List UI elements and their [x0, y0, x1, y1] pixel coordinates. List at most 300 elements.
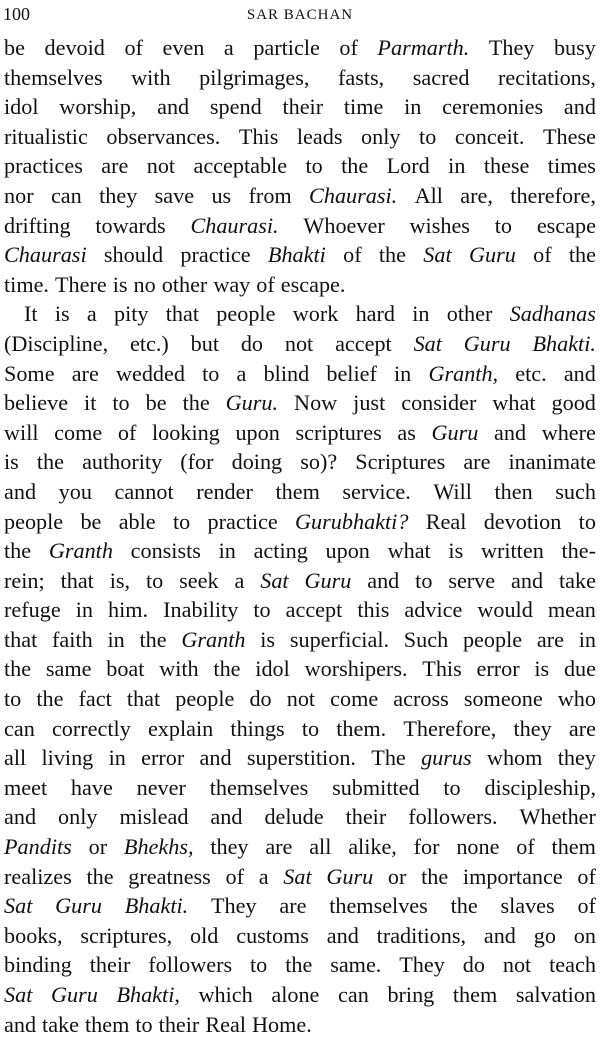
word: serve	[448, 567, 496, 593]
word: busy	[553, 35, 596, 60]
word: their	[282, 94, 324, 120]
word: are	[279, 893, 307, 919]
word: go	[533, 922, 556, 948]
word: mislead	[119, 804, 189, 830]
word: come	[54, 419, 103, 445]
word: it	[84, 390, 97, 416]
word: accept	[285, 597, 343, 623]
word: where	[541, 419, 596, 445]
word: therefore,	[510, 182, 596, 208]
word: to	[202, 360, 220, 386]
word: the	[86, 863, 114, 889]
text-line	[4, 684, 596, 714]
italic-term: Sat	[4, 893, 33, 919]
word: Whether	[519, 804, 596, 830]
word: salvation	[515, 982, 596, 1007]
word: to	[419, 123, 437, 149]
word: in	[75, 597, 93, 623]
word: of	[533, 242, 552, 268]
word: take	[42, 1011, 80, 1037]
word: They	[488, 35, 535, 60]
word: to	[250, 952, 268, 978]
word: alike,	[348, 834, 397, 860]
word: recitations,	[497, 64, 596, 90]
word: what	[387, 538, 431, 564]
word: time.	[4, 271, 49, 297]
word: of	[577, 863, 596, 889]
word: written	[480, 538, 544, 564]
word: They	[399, 952, 445, 978]
word: ceremonies	[442, 94, 544, 120]
italic-term: Pandits	[4, 834, 72, 860]
word: no	[133, 271, 156, 297]
word: never	[136, 774, 186, 800]
word: with	[159, 656, 199, 682]
word: superficial.	[289, 626, 390, 652]
word: to	[253, 597, 271, 623]
word: can	[50, 182, 82, 208]
word: advice	[404, 597, 463, 623]
word: They	[210, 893, 257, 919]
body-text	[4, 33, 596, 1039]
word: worship,	[59, 94, 137, 120]
word: be	[145, 390, 167, 416]
word: consider	[401, 390, 477, 416]
word: from	[248, 182, 292, 208]
text-line	[4, 447, 596, 477]
word: Real	[205, 1011, 246, 1037]
word: This	[238, 123, 279, 149]
italic-term: Sadhanas	[509, 301, 596, 327]
word: nor	[4, 182, 34, 208]
word: work	[292, 301, 339, 327]
word: and	[157, 94, 190, 120]
word: binding	[4, 952, 72, 978]
word: whom	[486, 745, 543, 771]
word: spend	[209, 94, 262, 120]
word: hard	[355, 301, 395, 327]
word: faith	[52, 626, 93, 652]
word: able	[118, 508, 156, 534]
word: This	[422, 656, 462, 682]
text-line	[4, 773, 596, 803]
word: towards	[95, 212, 166, 238]
word: accept	[335, 330, 392, 356]
word: good	[551, 390, 596, 416]
word: practice	[207, 508, 278, 534]
italic-term: Granth	[181, 626, 246, 652]
word: greatness	[128, 863, 211, 889]
word: themselves	[329, 893, 428, 919]
word: pity	[113, 301, 149, 327]
word: is	[260, 626, 276, 652]
word: looking	[152, 419, 220, 445]
word: the	[36, 449, 64, 475]
word: time	[343, 94, 384, 120]
word: Will	[433, 478, 472, 504]
word: only	[58, 804, 98, 830]
word: and	[563, 94, 596, 120]
word: are	[463, 449, 491, 475]
word: are	[536, 626, 564, 652]
text-line	[4, 477, 596, 507]
word: render	[196, 478, 253, 504]
text-line	[4, 211, 596, 241]
word: is	[448, 538, 464, 564]
italic-term: Guru	[326, 863, 374, 889]
paragraph	[4, 299, 596, 1039]
word: themselves	[209, 774, 309, 800]
word: believe	[4, 390, 69, 416]
italic-term: Sat	[260, 567, 289, 593]
word: Real	[425, 508, 467, 534]
word: to	[415, 567, 433, 593]
word: escape	[536, 212, 596, 238]
word: or	[88, 834, 108, 860]
word: be	[4, 35, 25, 60]
italic-term: Guru	[468, 242, 516, 268]
word: All	[414, 182, 443, 208]
word: observances.	[106, 123, 221, 149]
word: these	[483, 153, 530, 179]
word: to	[443, 774, 461, 800]
word: way	[213, 271, 251, 297]
text-line	[4, 151, 596, 181]
paragraph	[4, 33, 596, 299]
italic-term: Parmarth.	[377, 35, 470, 60]
word: someone	[463, 686, 543, 712]
word: us	[211, 182, 232, 208]
word: but	[190, 330, 219, 356]
text-line	[4, 1010, 596, 1039]
word: belief	[326, 360, 377, 386]
word: wishes	[409, 212, 470, 238]
word: Therefore,	[403, 715, 497, 741]
word: they	[210, 834, 249, 860]
word: a	[234, 567, 245, 593]
word: the	[341, 153, 369, 179]
word: Scriptures	[355, 449, 446, 475]
word: customs	[236, 922, 309, 948]
text-line	[4, 832, 596, 862]
word: should	[103, 242, 164, 268]
word: to	[301, 715, 320, 741]
word: Home.	[252, 1011, 312, 1037]
word: would	[477, 597, 533, 623]
word: submitted	[332, 774, 420, 800]
word: to	[578, 508, 596, 534]
word: due	[563, 656, 596, 682]
word: and	[483, 922, 516, 948]
word: acting	[253, 538, 308, 564]
word: service.	[342, 478, 411, 504]
word: the	[4, 538, 32, 564]
word: alone	[271, 982, 320, 1007]
word: not	[502, 952, 532, 978]
word: as	[397, 419, 416, 445]
word: of	[339, 35, 358, 60]
word: fact	[78, 686, 112, 712]
word: and	[367, 567, 400, 593]
word: the	[450, 893, 478, 919]
word: and	[563, 360, 596, 386]
word: practices	[4, 153, 83, 179]
word: and	[494, 419, 527, 445]
word: save	[154, 182, 195, 208]
text-line	[4, 388, 596, 418]
word: the	[182, 390, 210, 416]
word: upon	[235, 419, 280, 445]
word: only	[361, 123, 401, 149]
italic-term: Chaurasi.	[309, 182, 398, 208]
word: do	[249, 686, 272, 712]
word: that	[4, 626, 38, 652]
text-line	[4, 891, 596, 921]
italic-term: Chaurasi.	[190, 212, 279, 238]
word: in	[404, 94, 422, 120]
italic-term: Granth	[48, 538, 113, 564]
word: particle	[253, 35, 320, 60]
word: seek	[179, 567, 219, 593]
word: take	[558, 567, 596, 593]
word: worshipers.	[304, 656, 408, 682]
word: the	[4, 656, 32, 682]
word: them	[275, 478, 320, 504]
word: to	[145, 567, 164, 593]
italic-term: Sat	[413, 330, 442, 356]
word: and	[4, 1011, 37, 1037]
word: and	[4, 804, 37, 830]
word: just	[353, 390, 386, 416]
text-line	[4, 359, 596, 389]
word: idol	[255, 656, 290, 682]
word: are	[71, 360, 99, 386]
italic-term: Bhakti.	[532, 330, 596, 356]
word: superstition.	[246, 745, 356, 771]
word: people	[462, 626, 523, 652]
word: Now	[294, 390, 338, 416]
word: to	[135, 1011, 153, 1037]
italic-term: Bhakti.	[124, 893, 189, 919]
italic-term: Sat	[4, 982, 33, 1007]
word: traditions,	[376, 922, 467, 948]
word: people	[216, 301, 276, 327]
word: sacred	[412, 64, 470, 90]
word: things	[230, 715, 285, 741]
word: do	[240, 330, 264, 356]
word: slaves	[500, 893, 555, 919]
text-line	[4, 654, 596, 684]
word: Lord	[386, 153, 430, 179]
text-line	[4, 566, 596, 596]
word: their	[89, 952, 131, 978]
italic-term: Guru	[431, 419, 479, 445]
word: The	[371, 745, 406, 771]
running-head: SAR BACHAN	[246, 7, 354, 23]
word: they	[513, 715, 552, 741]
word: in	[448, 153, 466, 179]
word: the	[213, 656, 241, 682]
italic-term: Guru	[50, 982, 98, 1007]
word: to	[4, 686, 22, 712]
word: and	[511, 567, 544, 593]
italic-term: Gurubhakti?	[295, 508, 409, 534]
text-line	[4, 950, 596, 980]
word: to	[112, 390, 130, 416]
word: the	[421, 863, 449, 889]
word: Some	[4, 360, 55, 386]
word: and	[210, 804, 243, 830]
italic-term: Sat	[283, 863, 312, 889]
word: are	[265, 834, 293, 860]
word: scriptures,	[80, 922, 173, 948]
word: so)?	[300, 449, 338, 475]
word: in	[394, 360, 412, 386]
word: pilgrimages,	[199, 64, 310, 90]
word: error	[476, 656, 520, 682]
word: books,	[4, 922, 63, 948]
word: living	[41, 745, 94, 771]
italic-term: Bhakti	[267, 242, 326, 268]
text-line	[4, 921, 596, 951]
word: who	[557, 686, 596, 712]
word: authority	[82, 449, 163, 475]
word: can	[338, 982, 369, 1007]
word: their	[158, 1011, 200, 1037]
text-line	[4, 595, 596, 625]
text-line	[4, 802, 596, 832]
word: that	[60, 567, 94, 593]
word: etc.)	[129, 330, 169, 356]
word: not	[284, 330, 314, 356]
word: in	[107, 626, 125, 652]
word: of	[225, 863, 245, 889]
word: come	[330, 686, 379, 712]
word: rein;	[4, 567, 45, 593]
word: for	[413, 834, 440, 860]
word: them	[85, 1011, 130, 1037]
word: other	[161, 271, 208, 297]
word: error	[141, 745, 185, 771]
word: all	[309, 834, 332, 860]
word: of	[256, 271, 275, 297]
text-line	[4, 743, 596, 773]
word: on	[573, 922, 596, 948]
word: they	[557, 745, 596, 771]
word: not	[146, 153, 176, 179]
word: followers.	[408, 804, 498, 830]
word: of	[124, 35, 143, 60]
word: across	[393, 686, 449, 712]
word: same.	[330, 952, 382, 978]
word: are	[568, 715, 596, 741]
word: Inability	[163, 597, 239, 623]
text-line	[4, 270, 596, 300]
word: doing	[231, 449, 283, 475]
word: old	[190, 922, 219, 948]
word: consists	[130, 538, 201, 564]
italic-term: Guru.	[225, 390, 279, 416]
word: inanimate	[508, 449, 596, 475]
word: to	[305, 153, 323, 179]
word: in	[108, 745, 126, 771]
word: that	[165, 301, 200, 327]
word: upon	[325, 538, 370, 564]
word: There	[54, 271, 107, 297]
word: is	[112, 271, 128, 297]
word: conceit.	[454, 123, 525, 149]
word: the	[568, 242, 596, 268]
word: devotion	[483, 508, 562, 534]
word: to	[494, 212, 513, 238]
word: ritualistic	[4, 123, 88, 149]
word: boat	[106, 656, 145, 682]
word: (for	[180, 449, 214, 475]
word: times	[547, 153, 596, 179]
word: mean	[547, 597, 596, 623]
text-line	[4, 92, 596, 122]
word: a	[258, 863, 269, 889]
word: people	[175, 686, 235, 712]
word: not	[286, 686, 316, 712]
word: is	[4, 449, 19, 475]
word: leads	[296, 123, 343, 149]
text-line	[4, 418, 596, 448]
word: this	[357, 597, 390, 623]
text-line	[4, 181, 596, 211]
word: them	[551, 834, 596, 860]
word: the	[285, 952, 313, 978]
word: escape.	[280, 271, 346, 297]
word: wedded	[115, 360, 185, 386]
word: teach	[549, 952, 596, 978]
word: These	[543, 123, 596, 149]
word: Whoever	[303, 212, 385, 238]
word: with	[131, 64, 171, 90]
word: him.	[108, 597, 149, 623]
word: of	[343, 242, 362, 268]
text-line	[4, 240, 596, 270]
word: such	[555, 478, 596, 504]
word: you	[58, 478, 92, 504]
text-line	[4, 714, 596, 744]
word: then	[494, 478, 533, 504]
word: they	[99, 182, 138, 208]
word: what	[492, 390, 536, 416]
word: same	[45, 656, 92, 682]
word: explain	[147, 715, 214, 741]
word: fasts,	[338, 64, 385, 90]
word: even	[162, 35, 205, 60]
text-line	[4, 625, 596, 655]
word: and	[199, 745, 232, 771]
word: are,	[460, 182, 493, 208]
italic-term: Chaurasi	[4, 242, 87, 268]
word: Such	[403, 626, 449, 652]
page-number: 100	[3, 4, 30, 24]
word: of	[516, 834, 535, 860]
italic-term: gurus	[421, 745, 472, 771]
text-line	[4, 33, 596, 63]
word: them	[452, 982, 498, 1007]
word: in	[578, 626, 596, 652]
word: realizes	[4, 863, 72, 889]
word: importance	[462, 863, 563, 889]
word: which	[198, 982, 253, 1007]
word: in	[218, 538, 236, 564]
word: correctly	[51, 715, 131, 741]
text-line	[4, 329, 596, 359]
